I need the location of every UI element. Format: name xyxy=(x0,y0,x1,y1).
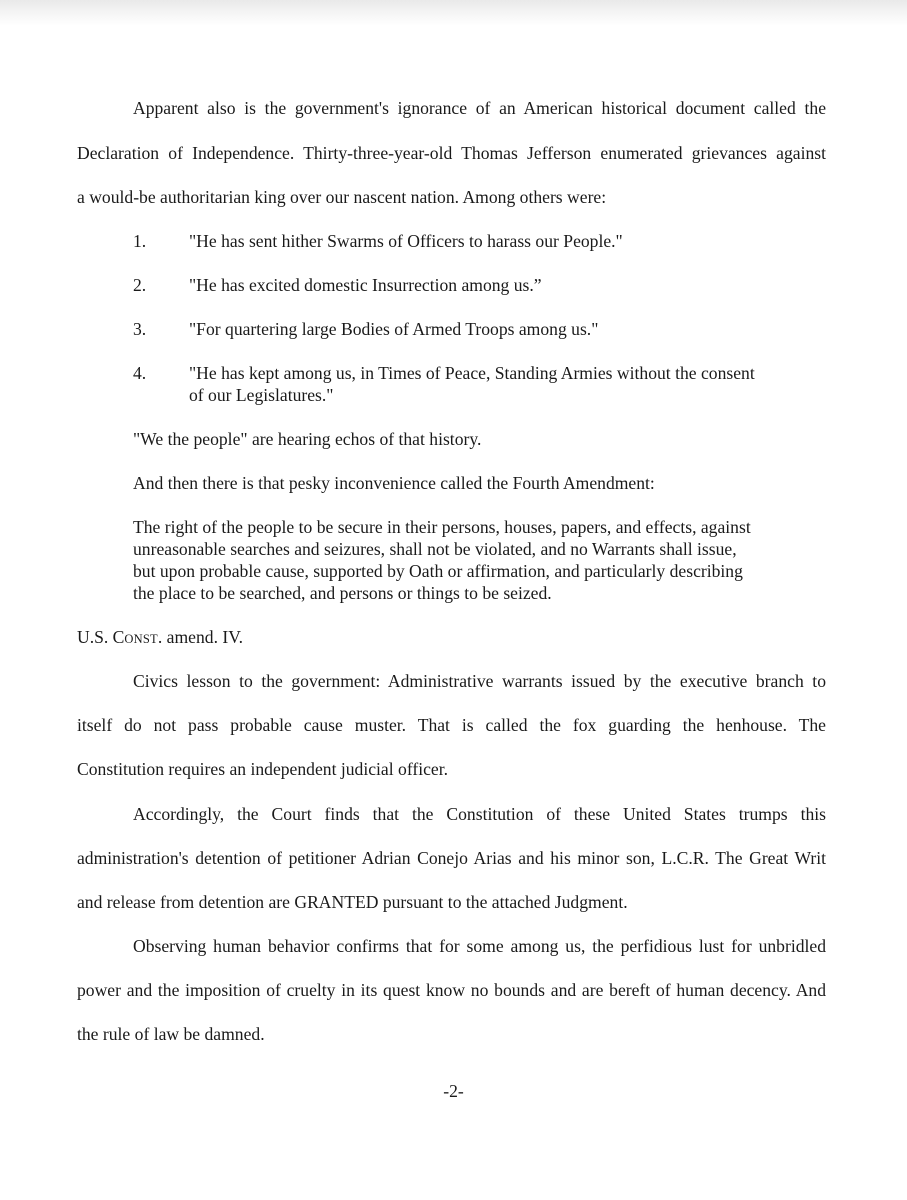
paragraph-4-line-1: Observing human behavior confirms that for some among us, the perfidious lust for unbridled xyxy=(133,936,826,956)
list-item-text: "He has excited domestic Insurrection among us.” xyxy=(189,275,542,295)
paragraph-2-line-1: Civics lesson to the government: Administrative warrants issued by the executive branch to xyxy=(133,671,826,691)
list-item-text: "He has kept among us, in Times of Peace, Standing Armies without the consent xyxy=(189,363,755,383)
paragraph-1-line-2: Declaration of Independence. Thirty-three-year-old Thomas Jefferson enumerated grievances against xyxy=(77,143,826,163)
citation-smallcaps: ONST xyxy=(124,632,158,646)
citation-prefix: U.S. C xyxy=(77,627,125,647)
paragraph-1-line-3: a would-be authoritarian king over our nascent nation. Among others were: xyxy=(77,187,607,207)
list-item-text: "He has sent hither Swarms of Officers to harass our People." xyxy=(189,231,623,251)
paragraph-3-line-1: Accordingly, the Court finds that the Constitution of these United States trumps this xyxy=(133,804,826,824)
scan-top-shadow xyxy=(0,0,907,26)
paragraph-1-line-1: Apparent also is the government's ignorance of an American historical document called the xyxy=(133,98,826,118)
paragraph-2-line-2: itself do not pass probable cause muster. That is called the fox guarding the henhouse. The xyxy=(77,715,826,735)
quote-line-3: but upon probable cause, supported by Oath or affirmation, and particularly describing xyxy=(133,561,743,581)
list-item-text-continued: of our Legislatures." xyxy=(189,385,334,405)
quote-line-4: the place to be searched, and persons or things to be seized. xyxy=(133,583,552,603)
list-item-number: 3. xyxy=(133,319,147,339)
list-item-number: 2. xyxy=(133,275,147,295)
list-item-text: "For quartering large Bodies of Armed Troops among us." xyxy=(189,319,599,339)
constitution-citation xyxy=(77,626,243,650)
paragraph-3-line-2: administration's detention of petitioner Adrian Conejo Arias and his minor son, L.C.R. The Great Writ xyxy=(77,848,826,868)
list-item-number: 4. xyxy=(133,363,147,383)
page-number: -2- xyxy=(443,1081,464,1101)
paragraph-2-line-3: Constitution requires an independent judicial officer. xyxy=(77,759,449,779)
paragraph-4-line-3: the rule of law be damned. xyxy=(77,1024,265,1044)
echo-paragraph: "We the people" are hearing echos of that history. xyxy=(133,429,482,449)
quote-line-2: unreasonable searches and seizures, shall not be violated, and no Warrants shall issue, xyxy=(133,539,737,559)
citation-suffix: . amend. IV. xyxy=(157,627,244,647)
paragraph-4-line-2: power and the imposition of cruelty in its quest know no bounds and are bereft of human decency. And xyxy=(77,980,826,1000)
fourth-amendment-intro: And then there is that pesky inconvenience called the Fourth Amendment: xyxy=(133,473,655,493)
quote-line-1: The right of the people to be secure in their persons, houses, papers, and effects, against xyxy=(133,517,751,537)
list-item-number: 1. xyxy=(133,231,147,251)
paragraph-3-line-3: and release from detention are GRANTED pursuant to the attached Judgment. xyxy=(77,892,628,912)
